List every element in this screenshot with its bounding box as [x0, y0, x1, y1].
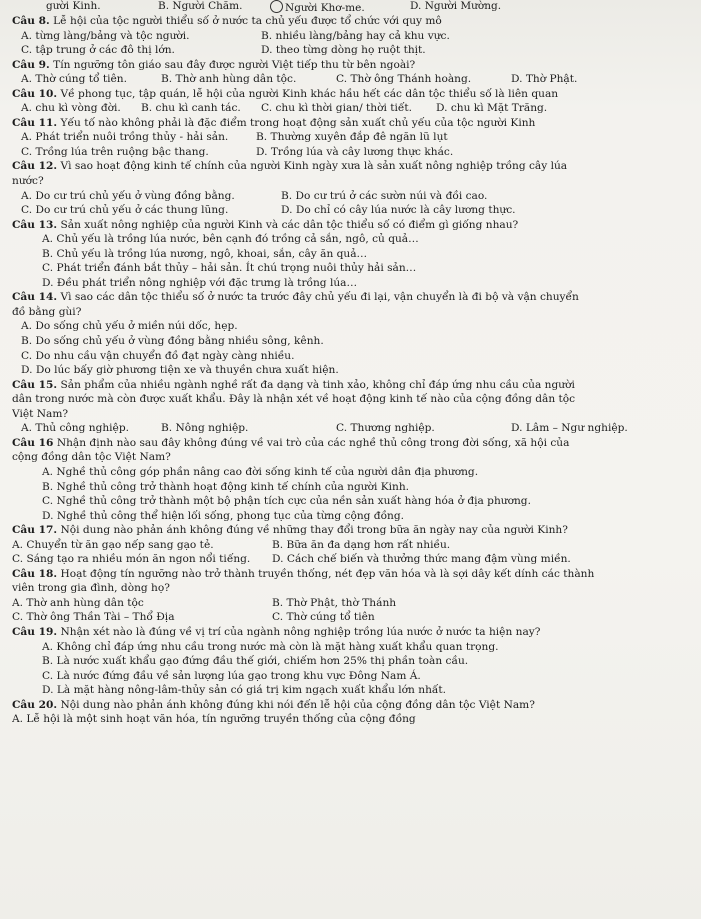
- question-16-option-d: D. Nghề thủ công thể hiện lối sống, phong tục của từng cộng đồng.: [42, 509, 405, 522]
- question-16-option-a: A. Nghề thủ công góp phần nâng cao đời sống kinh tế của người dân địa phương.: [42, 465, 479, 478]
- question-11-options-cd: C. Trồng lúa trên ruộng bậc thang. D. Trồng lúa và cây lương thực khác.: [21, 145, 454, 158]
- question-18: Câu 18. Hoạt động tín ngưỡng nào trở thành truyền thống, nét đẹp văn hóa và là sợi dây kết dính các thành: [12, 567, 595, 580]
- question-8: Câu 8. Lễ hội của tộc người thiểu số ở nước ta chủ yếu được tổ chức với quy mô: [12, 15, 442, 27]
- question-19: Câu 19. Nhận xét nào là đúng về vị trí của ngành nông nghiệp trồng lúa nước ở nước ta hiện nay?: [12, 625, 541, 638]
- question-13: Câu 13. Sản xuất nông nghiệp của người Kinh và các dân tộc thiểu số có điểm gì giống nhau?: [12, 218, 519, 231]
- question-11: Câu 11. Yếu tố nào không phải là đặc điểm trong hoạt động sản xuất chủ yếu của tộc người Kinh: [12, 116, 536, 129]
- question-12-options-cd: C. Do cư trú chủ yếu ở các thung lũng. D. Do chỉ có cây lúa nước là cây lương thực.: [21, 204, 516, 217]
- question-list: [12, 14, 687, 727]
- question-13-option-c: C. Phát triển đánh bắt thủy – hải sản. Ít chú trọng nuôi thủy hải sản…: [42, 262, 417, 275]
- question-16-option-b: B. Nghề thủ công trở thành hoạt động kinh tế chính của người Kinh.: [42, 480, 410, 493]
- question-19-option-d: D. Là mặt hàng nông-lâm-thủy sản có giá trị kim ngạch xuất khẩu lớn nhất.: [42, 684, 447, 697]
- question-8-options-ab: A. từng làng/bảng và tộc người. B. nhiều làng/bảng hay cả khu vực.: [21, 29, 450, 42]
- question-13-option-a: A. Chủ yếu là trồng lúa nước, bên cạnh đó trồng cả sắn, ngô, củ quả…: [42, 233, 419, 246]
- question-16-cont: cộng đồng dân tộc Việt Nam?: [12, 451, 171, 464]
- question-12-options-ab: A. Do cư trú chủ yếu ở vùng đồng bằng. B. Do cư trú ở các sườn núi và đồi cao.: [21, 189, 488, 202]
- question-10-options: A. chu kì vòng đời. B. chu kì canh tác. C. chu kì thời gian/ thời tiết. D. chu kì Mặt Trăng.: [21, 102, 548, 115]
- question-19-option-c: C. Là nước đứng đầu về sản lượng lúa gạo trong khu vực Đông Nam Á.: [42, 669, 421, 682]
- question-10: Câu 10. Về phong tục, tập quán, lễ hội của người Kinh khác hầu hết các dân tộc thiểu số là liên quan: [12, 87, 559, 100]
- question-19-option-b: B. Là nước xuất khẩu gạo đứng đầu thế giới, chiếm hơn 25% thị phần toàn cầu.: [42, 655, 469, 668]
- question-17-options-cd: C. Sáng tạo ra nhiều món ăn ngon nổi tiếng. D. Cách chế biến và thưởng thức mang đậm vùng miền.: [12, 553, 571, 566]
- question-15: Câu 15. Sản phẩm của nhiều ngành nghề rất đa dạng và tinh xảo, không chỉ đáp ứng nhu cầu của người: [12, 378, 575, 391]
- question-11-options-ab: A. Phát triển nuôi trồng thủy - hải sản. B. Thường xuyên đắp đê ngăn lũ lụt: [21, 131, 448, 144]
- option-a: gười Kinh.: [46, 0, 101, 12]
- question-9: Câu 9. Tín ngưỡng tôn giáo sau đây được người Việt tiếp thu từ bên ngoài?: [12, 58, 416, 71]
- question-13-option-b: B. Chủ yếu là trồng lúa nương, ngô, khoai, sắn, cây ăn quả…: [42, 247, 368, 260]
- question-14-option-a: A. Do sống chủ yếu ở miền núi dốc, hẹp.: [21, 320, 238, 333]
- question-14-option-d: D. Do lúc bấy giờ phương tiện xe và thuyền chưa xuất hiện.: [21, 364, 339, 377]
- option-b: B. Người Chăm.: [158, 0, 243, 12]
- question-18-options-ab: A. Thờ anh hùng dân tộc B. Thờ Phật, thờ Thánh: [12, 596, 397, 609]
- option-d: D. Người Mường.: [410, 0, 502, 12]
- question-19-option-a: A. Không chỉ đáp ứng nhu cầu trong nước mà còn là mặt hàng xuất khẩu quan trọng.: [42, 640, 499, 653]
- previous-question-options: [12, 0, 687, 14]
- question-13-option-d: D. Đều phát triển nông nghiệp với đặc trưng là trồng lúa…: [42, 276, 358, 289]
- question-15-cont2: Việt Nam?: [12, 407, 69, 420]
- question-12-cont: nước?: [12, 175, 44, 188]
- question-16-option-c: C. Nghề thủ công trở thành một bộ phận tích cực của nền sản xuất hàng hóa ở địa phương.: [42, 495, 531, 508]
- question-12: Câu 12. Vì sao hoạt động kinh tế chính của người Kinh ngày xưa là sản xuất nông nghiệp trồng cây lúa: [12, 160, 568, 173]
- question-20: Câu 20. Nội dung nào phản ánh không đúng khi nói đến lễ hội của cộng đồng dân tộc Việt Nam?: [12, 698, 535, 711]
- question-20-option-a: A. Lễ hội là một sinh hoạt văn hóa, tín ngưỡng truyền thống của cộng đồng: [12, 713, 416, 726]
- question-17-options-ab: A. Chuyển từ ăn gạo nếp sang gạo tẻ. B. Bữa ăn đa dạng hơn rất nhiều.: [12, 538, 451, 551]
- question-15-cont: dân trong nước mà còn được xuất khẩu. Đây là nhận xét về hoạt động kinh tế nào của cộng đồng dân tộc: [12, 393, 576, 406]
- option-c: Người Khơ-me.: [270, 0, 410, 14]
- question-14-option-c: C. Do nhu cầu vận chuyển đồ đạt ngày càng nhiều.: [21, 349, 295, 362]
- question-14-option-b: B. Do sống chủ yếu ở vùng đồng bằng nhiều sông, kênh.: [21, 335, 324, 348]
- question-16: Câu 16 Nhận định nào sau đây không đúng về vai trò của các nghề thủ công trong đời sống, xã hội của: [12, 436, 570, 449]
- question-8-options-cd: C. tập trung ở các đô thị lớn. D. theo từng dòng họ ruột thịt.: [21, 44, 426, 57]
- question-15-options: A. Thủ công nghiệp. B. Nông nghiệp. C. Thương nghiệp. D. Lâm – Ngư nghiệp.: [21, 422, 628, 435]
- circle-mark-icon: [270, 0, 283, 13]
- question-14: Câu 14. Vì sao các dân tộc thiểu số ở nước ta trước đây chủ yếu đi lại, vận chuyển là đi bộ và vận chuyển: [12, 291, 579, 304]
- question-9-options: A. Thờ cúng tổ tiên. B. Thờ anh hùng dân tộc. C. Thờ ông Thánh hoàng. D. Thờ Phật.: [21, 73, 578, 86]
- question-17: Câu 17. Nội dung nào phản ánh không đúng về những thay đổi trong bữa ăn ngày nay của người Kinh?: [12, 524, 568, 537]
- question-18-options-cd: C. Thờ ông Thần Tài – Thổ Địa C. Thờ cúng tổ tiên: [12, 611, 375, 624]
- question-14-cont: đồ bằng gùi?: [12, 305, 82, 318]
- question-18-cont: viên trong gia đình, dòng họ?: [12, 582, 170, 595]
